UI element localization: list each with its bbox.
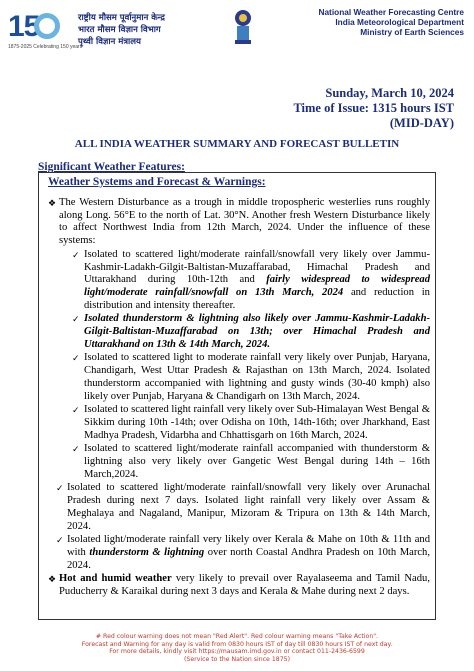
list-item <box>46 573 430 598</box>
item-emphasis: Hot and humid weather <box>59 573 172 585</box>
item-text: Isolated light/moderate rainfall very likely over Kerala & Mahe on 10th & 11th and with <box>67 534 430 558</box>
english-line-3: Ministry of Earth Sciences <box>360 27 464 37</box>
list-item <box>72 249 430 313</box>
english-line-1: National Weather Forecasting Centre <box>318 7 464 17</box>
check-bullet-icon: ✓ <box>72 444 80 455</box>
page-header <box>0 0 474 62</box>
list-item <box>72 404 430 442</box>
arrow-bullet-icon: ❖ <box>48 574 57 585</box>
issue-time: Time of Issue: 1315 hours IST <box>293 101 454 115</box>
footer-line-1: # Red colour warning does not mean "Red Alert". Red colour warning means "Take Action". <box>95 633 379 640</box>
check-bullet-icon: ✓ <box>56 535 64 546</box>
item-text: over north Coastal Andhra Pradesh on 10th March, 2024. <box>67 546 430 571</box>
footer-line-2: Forecast and Warning for any day is valid from 0830 hours IST of day till 0830 hours IST of next day. <box>81 640 393 648</box>
item-text: The Western Disturbance as a trough in middle tropospheric westerlies runs roughly along Long. 56°E to the north of Lat. 30°N. Another fresh Western Disturbance likely to affect Northwest India from 12th March, 2024. Under the influence of these systems: <box>59 197 430 247</box>
list-item <box>54 482 430 533</box>
issue-slot: (MID-DAY) <box>389 116 454 130</box>
hindi-line-3: पृथ्वी विज्ञान मंत्रालय <box>78 37 141 47</box>
logo-number: 15 <box>8 10 40 43</box>
item-emphasis: thunderstorm & lightning <box>89 546 205 558</box>
item-text: Isolated to scattered light/moderate rainfall/snowfall very likely over Arunachal Pradesh during next 7 days. Isolated light rainfall very likely over Assam & Meghalaya and Nagaland, Manipur, Mizoram & Tripura on 13th & 14th March, 2024. <box>67 482 430 532</box>
item-text: Isolated to scattered light rainfall very likely over Sub-Himalayan West Bengal & Sikkim during 10th -14th; over Odisha on 10th, 14th-16th; over Jharkhand, East Madhya Pradesh, Vidarbha and Chhattisgarh on 16th March, 2024. <box>84 404 430 441</box>
imd-emblem-icon <box>232 8 254 46</box>
footer-line-4: (Service to the Nation since 1875) <box>184 655 290 663</box>
item-emphasis: Isolated thunderstorm & lightning also likely over Jammu-Kashmir-Ladakh-Gilgit-Baltistan-Muzaffarabad on 13th; over Himachal Pradesh and Uttarakhand on 13th & 14th March, 2024. <box>84 313 430 350</box>
item-text: Isolated to scattered light to moderate rainfall very likely over Punjab, Haryana, Chandigarh, West Uttar Pradesh & Rajasthan on 13th March, 2024. Isolated thunderstorm accompanied with lightning and gusty winds (30-40 kmph) also likely over Punjab, Haryana & Chandigarh on 13th March, 2024. <box>84 352 430 402</box>
check-bullet-icon: ✓ <box>72 353 80 364</box>
item-text: very likely to prevail over Rayalaseema and Tamil Nadu, Puducherry & Karaikal during next 3 days and Kerala & Mahe during next 2 days. <box>59 573 430 598</box>
item-emphasis: fairly widespread to widespread light/moderate rainfall/snowfall on 13th March, 2024 <box>84 274 430 298</box>
english-org-names <box>254 7 464 37</box>
significant-heading: Significant Weather Features: <box>38 161 185 173</box>
check-bullet-icon: ✓ <box>72 405 80 416</box>
check-bullet-icon: ✓ <box>72 314 80 325</box>
warnings-content <box>46 197 430 600</box>
logo-subtitle: 1875-2025 Celebrating 150 years <box>8 44 83 50</box>
english-line-2: India Meteorological Department <box>335 17 464 27</box>
hindi-org-names <box>78 12 165 48</box>
hindi-line-1: राष्ट्रीय मौसम पूर्वानुमान केन्द्र <box>78 13 165 23</box>
bulletin-title: ALL INDIA WEATHER SUMMARY AND FORECAST BULLETIN <box>74 138 400 150</box>
check-bullet-icon: ✓ <box>56 483 64 494</box>
footer-line-3: For more details, kindly visit https://mausam.imd.gov.in or contact 011-2436-6599 <box>109 648 365 656</box>
logo-ring <box>34 13 60 39</box>
check-bullet-icon: ✓ <box>72 249 80 260</box>
box-heading: Weather Systems and Forecast & Warnings: <box>48 176 266 188</box>
list-item <box>72 313 430 351</box>
item-text: Isolated to scattered light/moderate rainfall/snowfall very likely over Jammu-Kashmir-Ladakh-Gilgit-Baltistan-Muzaffarabad, Himachal Pradesh and Uttarakhand during 10th-12th and <box>84 248 430 286</box>
list-item <box>46 197 430 248</box>
list-item <box>54 534 430 572</box>
list-item <box>72 443 430 481</box>
imd-150-years-logo <box>8 10 83 50</box>
issue-block <box>293 86 454 131</box>
issue-date: Sunday, March 10, 2024 <box>325 86 454 100</box>
hindi-line-2: भारत मौसम विज्ञान विभाग <box>78 25 161 35</box>
page-footer <box>0 633 474 663</box>
item-text: and reduction in distribution and intensity thereafter. <box>84 286 430 311</box>
item-text: Isolated to scattered light/moderate rainfall accompanied with thunderstorm & lightning also very likely over Gangetic West Bengal during 14th – 16th March,2024. <box>84 443 430 480</box>
list-item <box>72 352 430 403</box>
arrow-bullet-icon: ❖ <box>48 198 57 208</box>
